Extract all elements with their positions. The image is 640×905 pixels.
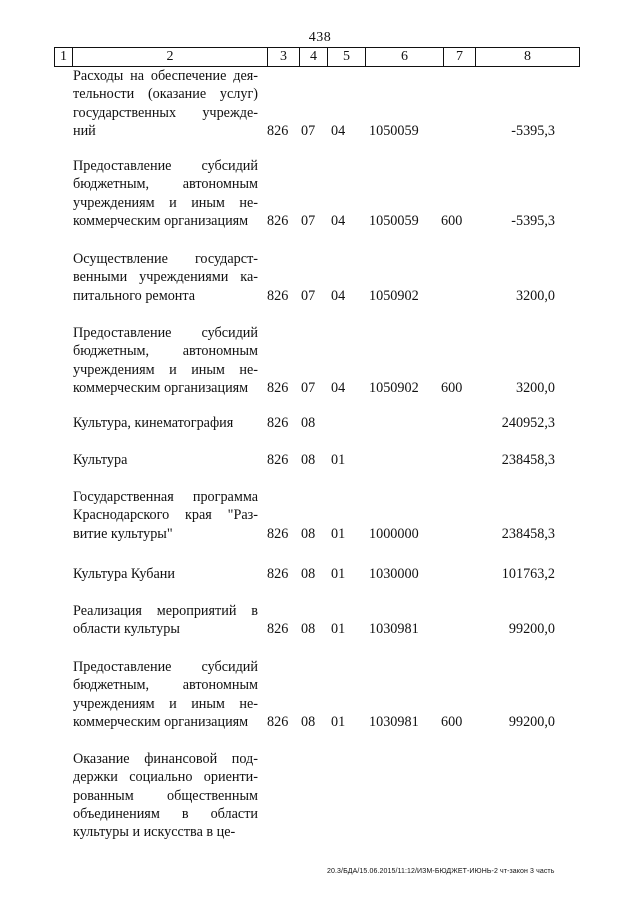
row-cell-c3: 826 <box>267 621 289 638</box>
row-cell-c4: 07 <box>301 287 316 304</box>
row-name <box>73 67 258 140</box>
row-cell-c7: 600 <box>441 379 463 396</box>
row-cell-c3: 826 <box>267 122 289 139</box>
row-name-line: Реализация мероприятий в <box>73 603 258 619</box>
row-cell-c6: 1050059 <box>369 212 419 229</box>
row-cell-c4: 07 <box>301 122 316 139</box>
row-cell-c8: 238458,3 <box>501 525 555 542</box>
row-name-line: бюджетным, автономным <box>73 677 258 694</box>
row-name <box>73 250 258 305</box>
row-cell-c6: 1030000 <box>369 566 419 582</box>
row-cell-c3: 826 <box>267 212 289 229</box>
table-row <box>0 250 640 305</box>
row-name-line: питального ремонта <box>73 287 196 304</box>
row-cell-c8: -5395,3 <box>511 212 555 229</box>
table-row <box>0 414 640 432</box>
row-name-line: учреждениям и иным не- <box>73 194 258 211</box>
row-cell-c3: 826 <box>267 287 289 304</box>
row-cell-c4: 08 <box>301 621 316 638</box>
column-header-6: 6 <box>366 48 444 67</box>
row-name-line: Расходы на обеспечение дея- <box>73 68 258 84</box>
row-cell-c5: 04 <box>331 122 346 139</box>
row-cell-c7: 600 <box>441 212 463 229</box>
row-cell-c5: 04 <box>331 379 346 396</box>
row-name-line: Краснодарского края "Раз- <box>73 507 258 524</box>
row-cell-c3: 826 <box>267 566 289 582</box>
row-name <box>73 451 258 469</box>
row-cell-c8: 3200,0 <box>515 379 555 396</box>
row-name-line: коммерческим организациям <box>73 713 249 730</box>
row-cell-c8: 3200,0 <box>515 287 555 304</box>
row-name-line: Культура Кубани <box>73 566 175 582</box>
row-name-line: держки социально ориенти- <box>73 769 258 786</box>
row-cell-c5: 01 <box>331 566 346 582</box>
column-header-3: 3 <box>268 48 300 67</box>
row-cell-c4: 07 <box>301 379 316 396</box>
row-cell-c8: -5395,3 <box>511 122 555 139</box>
column-header-table <box>54 47 580 67</box>
column-header-row <box>55 48 580 67</box>
row-cell-c3: 826 <box>267 713 289 730</box>
row-name-line: культуры и искусства в це- <box>73 824 236 841</box>
row-name-line: Предоставление субсидий <box>73 659 258 675</box>
row-cell-c3: 826 <box>267 379 289 396</box>
column-header-2: 2 <box>73 48 268 67</box>
column-header-4: 4 <box>300 48 328 67</box>
column-header-7: 7 <box>444 48 476 67</box>
row-name <box>73 488 258 543</box>
row-cell-c8: 99200,0 <box>508 621 555 638</box>
row-cell-c5: 04 <box>331 287 346 304</box>
table-row <box>0 565 640 583</box>
row-cell-c6: 1030981 <box>369 713 419 730</box>
row-cell-c5: 01 <box>331 452 346 468</box>
table-row <box>0 451 640 469</box>
row-cell-c6: 1050059 <box>369 122 419 139</box>
column-header-5: 5 <box>328 48 366 67</box>
row-name-line: Оказание финансовой под- <box>73 751 258 767</box>
row-name-line: государственных учрежде- <box>73 104 258 121</box>
row-name-line: Государственная программа <box>73 489 258 505</box>
row-cell-c7: 600 <box>441 713 463 730</box>
column-header-1: 1 <box>55 48 73 67</box>
row-name-line: тельности (оказание услуг) <box>73 86 258 103</box>
row-name-line: бюджетным, автономным <box>73 343 258 360</box>
row-cell-c5: 01 <box>331 621 346 638</box>
table-row <box>0 602 640 639</box>
row-name <box>73 750 258 841</box>
row-name-line: объединениям в области <box>73 805 258 822</box>
row-cell-c3: 826 <box>267 452 289 468</box>
table-row <box>0 67 640 140</box>
row-name-line: Культура <box>73 452 128 468</box>
row-name <box>73 324 258 397</box>
row-name <box>73 658 258 731</box>
table-row <box>0 658 640 731</box>
row-name-line: Предоставление субсидий <box>73 158 258 174</box>
row-cell-c8: 240952,3 <box>501 415 555 431</box>
row-name <box>73 157 258 230</box>
row-name <box>73 414 258 432</box>
row-name-line: области культуры <box>73 621 180 638</box>
page-number: 438 <box>308 30 332 45</box>
row-cell-c4: 07 <box>301 212 316 229</box>
table-row <box>0 324 640 397</box>
row-cell-c8: 101763,2 <box>501 566 555 582</box>
row-cell-c4: 08 <box>301 415 316 431</box>
row-name-line: учреждениям и иным не- <box>73 695 258 712</box>
row-name-line: Предоставление субсидий <box>73 325 258 341</box>
footer-stamp: 20.3/БДА/15.06.2015/11:12/ИЗМ-БЮДЖЕТ-ИЮНЬ-2 чт-закон 3 часть <box>327 868 555 875</box>
row-cell-c8: 238458,3 <box>501 452 555 468</box>
row-name-line: бюджетным, автономным <box>73 176 258 193</box>
row-cell-c6: 1050902 <box>369 379 419 396</box>
row-name-line: витие культуры" <box>73 525 173 542</box>
row-name-line: учреждениям и иным не- <box>73 361 258 378</box>
row-name-line: венными учреждениями ка- <box>73 269 258 286</box>
column-header-8: 8 <box>476 48 580 67</box>
row-name-line: Культура, кинематография <box>73 415 234 431</box>
row-cell-c5: 01 <box>331 713 346 730</box>
row-cell-c5: 01 <box>331 525 346 542</box>
row-cell-c4: 08 <box>301 713 316 730</box>
table-row <box>0 488 640 543</box>
row-name-line: рованным общественным <box>73 787 258 804</box>
row-cell-c4: 08 <box>301 452 316 468</box>
row-cell-c5: 04 <box>331 212 346 229</box>
table-row <box>0 157 640 230</box>
row-name <box>73 565 258 583</box>
row-name-line: коммерческим организациям <box>73 379 249 396</box>
row-cell-c3: 826 <box>267 525 289 542</box>
row-cell-c6: 1050902 <box>369 287 419 304</box>
table-row <box>0 750 640 842</box>
row-cell-c6: 1000000 <box>369 525 419 542</box>
row-name-line: коммерческим организациям <box>73 212 249 229</box>
row-name <box>73 602 258 639</box>
row-cell-c6: 1030981 <box>369 621 419 638</box>
row-cell-c4: 08 <box>301 566 316 582</box>
row-cell-c4: 08 <box>301 525 316 542</box>
row-cell-c8: 99200,0 <box>508 713 555 730</box>
row-name-line: Осуществление государст- <box>73 251 258 267</box>
row-name-line: ний <box>73 122 96 139</box>
row-cell-c3: 826 <box>267 415 289 431</box>
